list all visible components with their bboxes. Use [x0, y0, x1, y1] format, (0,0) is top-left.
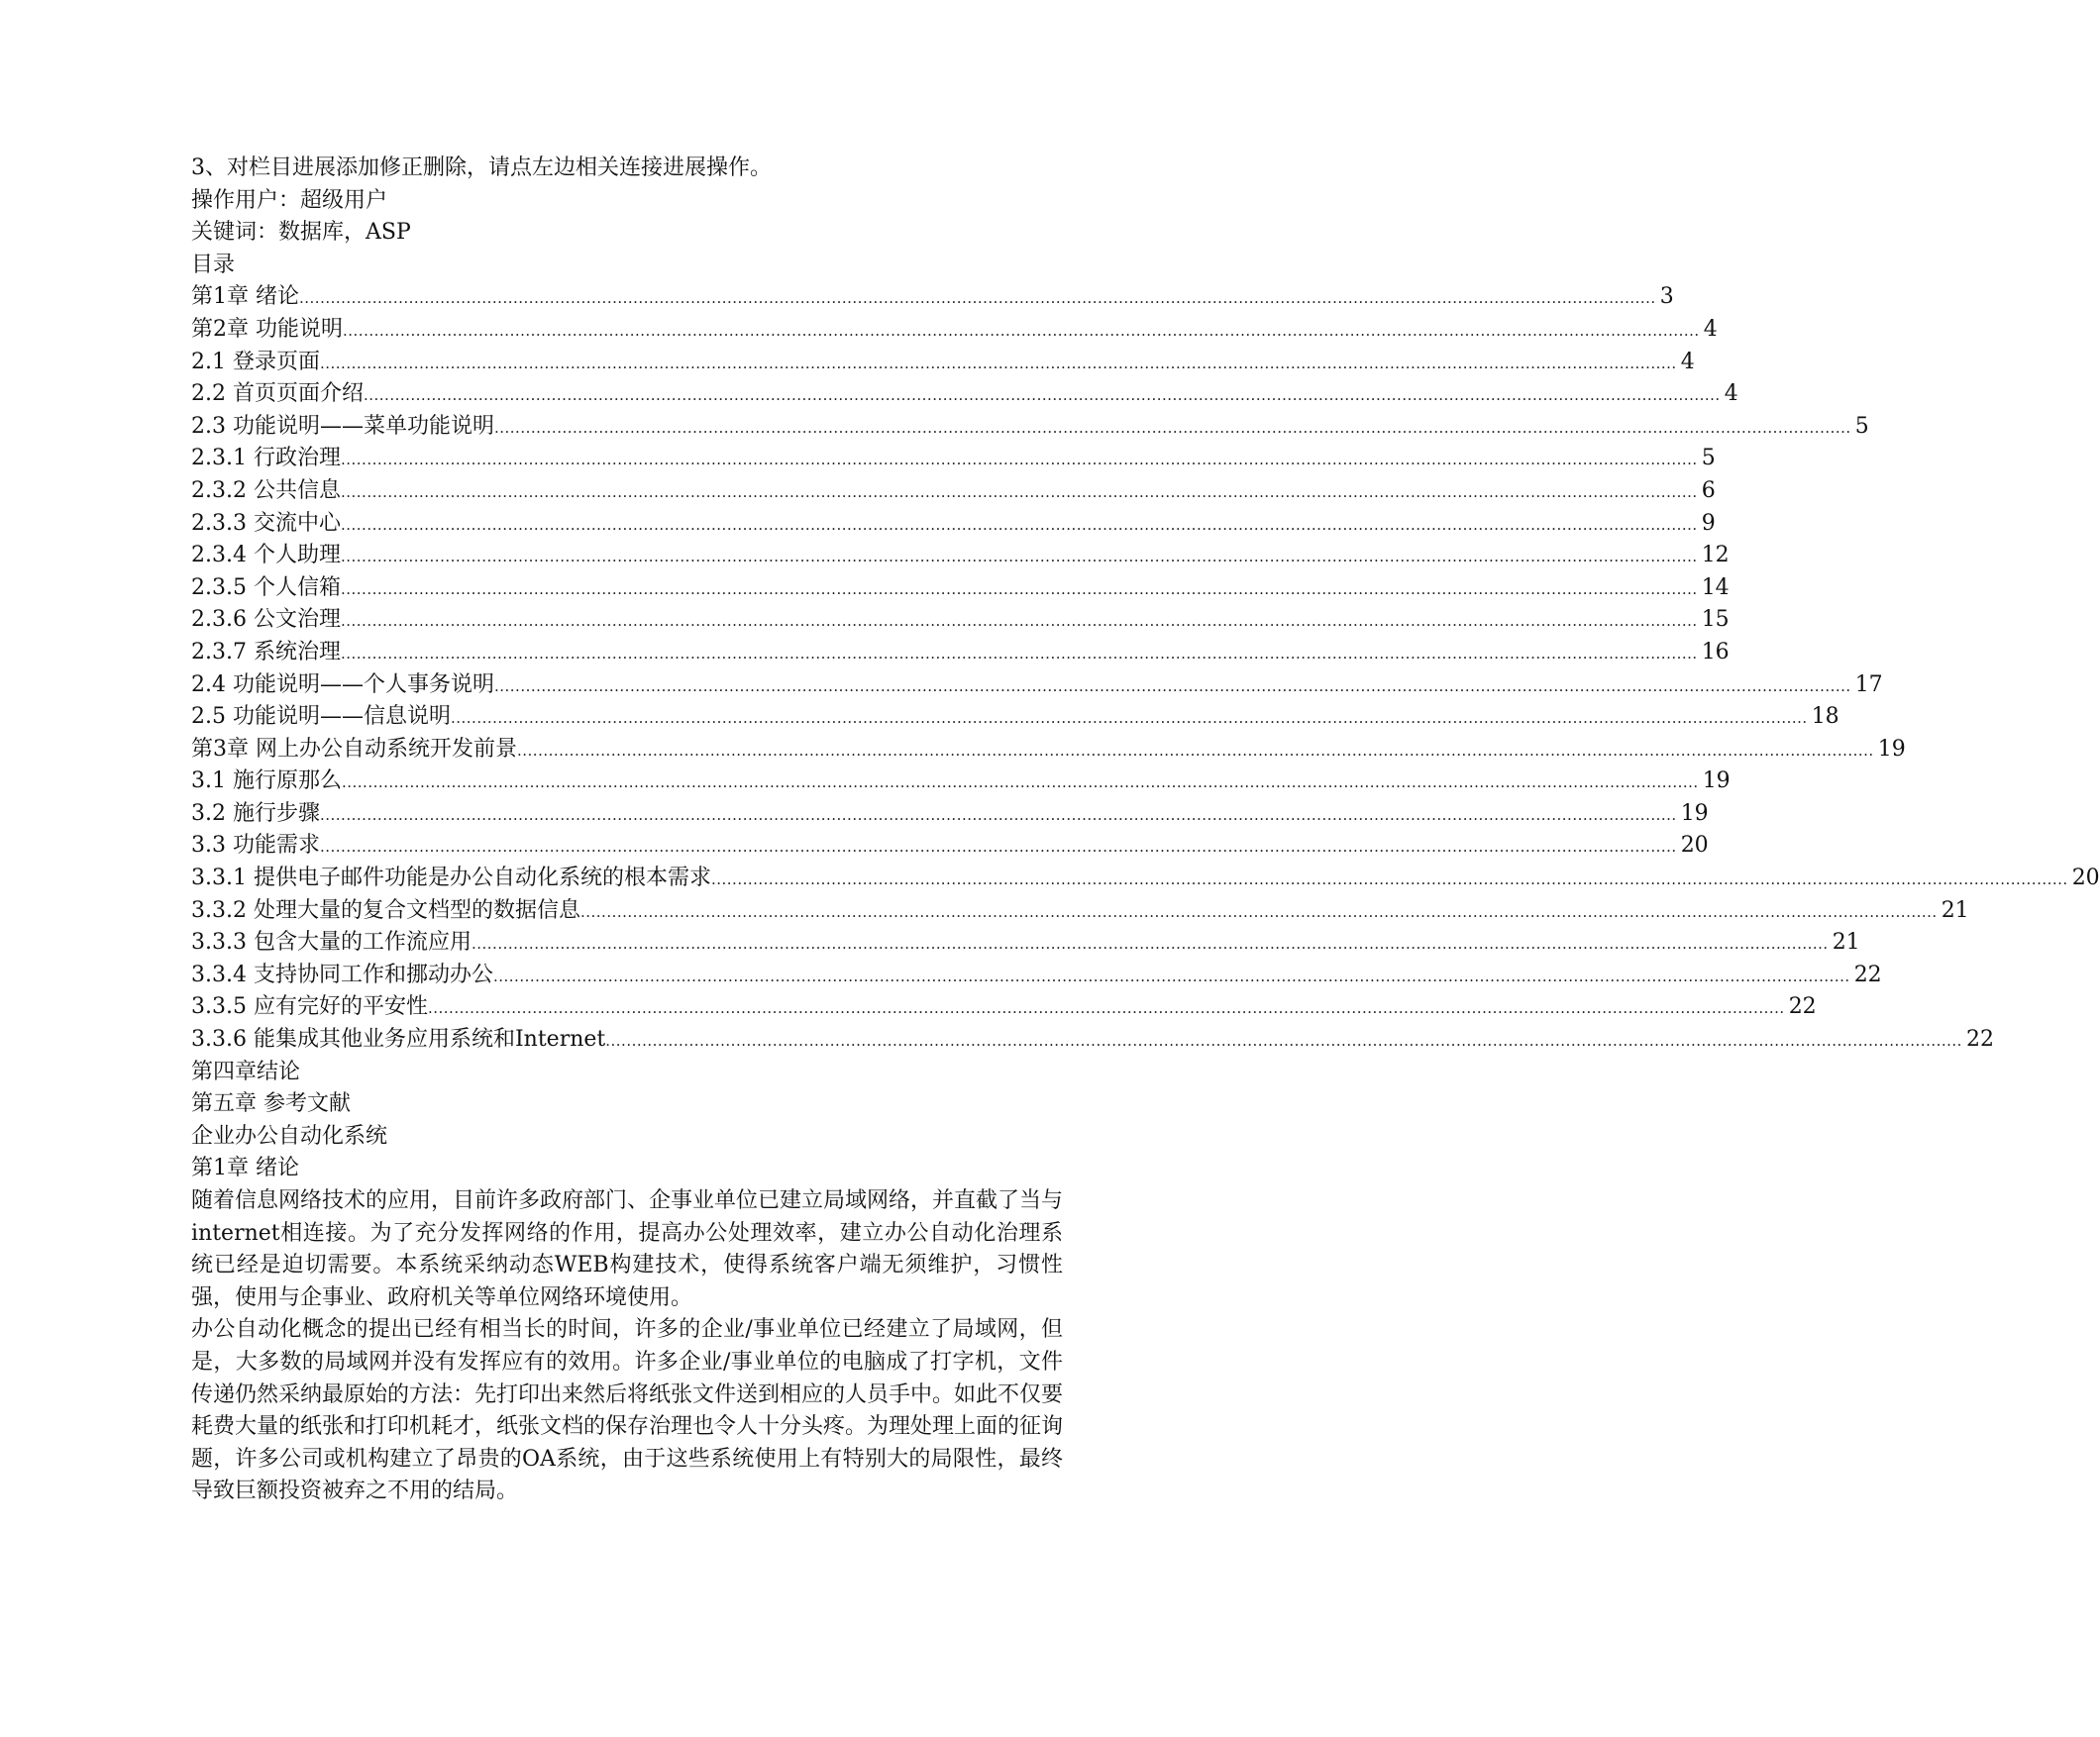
- toc-entry-title: 2.3.7 系统治理: [191, 639, 341, 664]
- toc-entry-title: 2.4 功能说明——个人事务说明: [191, 671, 494, 697]
- toc-entry-page: 22: [1788, 994, 1817, 1020]
- toc-entry-title: 2.2 首页页面介绍: [191, 381, 364, 407]
- toc-entry-title: 3.1 施行原那么: [191, 768, 342, 794]
- toc-leader-dots: ....................................................................................................................................................................................................................................................................: [340, 612, 1698, 631]
- operator-line: 操作用户：超级用户: [191, 187, 388, 213]
- toc-entry-page: 6: [1701, 477, 1716, 503]
- toc-entry: [191, 314, 1718, 347]
- toc-leader-dots: ....................................................................................................................................................................................................................................................................: [471, 935, 1829, 954]
- toc-leader-dots: ....................................................................................................................................................................................................................................................................: [427, 999, 1785, 1018]
- toc-entry: [191, 830, 1709, 863]
- toc-entry: [191, 572, 1730, 605]
- toc-leader-dots: ....................................................................................................................................................................................................................................................................: [340, 482, 1698, 501]
- toc-entry-page: 19: [1877, 736, 1906, 762]
- toc-leader-dots: ....................................................................................................................................................................................................................................................................: [363, 386, 1721, 405]
- toc-entry-page: 3: [1659, 284, 1674, 310]
- toc-entry: [191, 604, 1730, 637]
- toc-entry-page: 20: [1680, 833, 1709, 859]
- toc-entry-page: 22: [1853, 962, 1882, 987]
- toc-entry: [191, 378, 1738, 411]
- toc-entry-title: 2.3.3 交流中心: [191, 510, 341, 536]
- toc-leader-dots: ....................................................................................................................................................................................................................................................................: [341, 773, 1699, 792]
- toc-entry-page: 22: [1965, 1027, 1994, 1053]
- toc-entry-page: 12: [1701, 543, 1730, 568]
- toc-leader-dots: ....................................................................................................................................................................................................................................................................: [340, 644, 1698, 663]
- toc-entry: [191, 701, 1839, 734]
- toc-entry-page: 20: [2071, 866, 2100, 891]
- toc-entry-page: 5: [1701, 446, 1716, 471]
- toc-entry: [191, 540, 1730, 572]
- toc-entry-page: 17: [1854, 671, 1883, 697]
- toc-entry-page: 5: [1854, 413, 1869, 439]
- toc-entry-page: 4: [1703, 316, 1718, 342]
- toc-entry-title: 2.3.5 个人信箱: [191, 574, 341, 600]
- toc-entry: [191, 508, 1716, 541]
- toc-entry: [191, 960, 1882, 992]
- toc-leader-dots: ....................................................................................................................................................................................................................................................................: [340, 515, 1698, 534]
- toc-entry-title: 3.3 功能需求: [191, 833, 320, 859]
- document-page: [191, 153, 2100, 1508]
- toc-entry: [191, 443, 1716, 475]
- toc-leader-dots: ....................................................................................................................................................................................................................................................................: [340, 451, 1698, 469]
- toc-entry: [191, 475, 1716, 508]
- chapter-4-heading: 第四章结论: [191, 1059, 301, 1084]
- toc-entry: [191, 863, 2100, 895]
- toc-leader-dots: ....................................................................................................................................................................................................................................................................: [492, 967, 1850, 985]
- toc-entry-title: 2.3.2 公共信息: [191, 477, 341, 503]
- toc-entry-title: 2.3.6 公文治理: [191, 607, 341, 633]
- toc-entry-page: 21: [1832, 930, 1860, 956]
- toc-entry-page: 19: [1702, 768, 1731, 794]
- toc-entry-title: 2.1 登录页面: [191, 349, 320, 374]
- chapter-5-heading: 第五章 参考文献: [191, 1091, 351, 1117]
- chapter-1-heading: 第1章 绪论: [191, 1156, 299, 1181]
- toc-entry-title: 第2章 功能说明: [191, 316, 343, 342]
- toc-entry-title: 3.3.1 提供电子邮件功能是办公自动化系统的根本需求: [191, 866, 711, 891]
- intro-line-1: 3、对栏目进展添加修正删除，请点左边相关连接进展操作。: [191, 155, 772, 180]
- toc-entry: [191, 991, 1817, 1024]
- toc-entry: [191, 1024, 1994, 1057]
- toc-entry: [191, 766, 1731, 798]
- toc-entry-title: 2.5 功能说明——信息说明: [191, 704, 451, 730]
- toc-entry-title: 2.3.4 个人助理: [191, 543, 341, 568]
- toc-entry-title: 3.3.5 应有完好的平安性: [191, 994, 428, 1020]
- keywords-line: 关键词：数据库，ASP: [191, 220, 411, 246]
- toc-leader-dots: ....................................................................................................................................................................................................................................................................: [340, 579, 1698, 598]
- toc-entry-page: 4: [1724, 381, 1738, 407]
- toc-leader-dots: ....................................................................................................................................................................................................................................................................: [517, 741, 1874, 760]
- toc-leader-dots: ....................................................................................................................................................................................................................................................................: [343, 321, 1700, 340]
- toc-entry-page: 14: [1701, 574, 1730, 600]
- toc-entry-page: 15: [1701, 607, 1730, 633]
- toc-leader-dots: ....................................................................................................................................................................................................................................................................: [319, 805, 1677, 824]
- toc-entry: [191, 281, 1674, 314]
- toc-entry-page: 16: [1701, 639, 1730, 664]
- toc-leader-dots: ....................................................................................................................................................................................................................................................................: [493, 676, 1851, 695]
- body-paragraph-2: 办公自动化概念的提出已经有相当长的时间，许多的企业/事业单位已经建立了局域网，但是，大多数的局域网并没有发挥应有的效用。许多企业/事业单位的电脑成了打字机，文件传递仍然采纳最原始的方法：先打印出来然后将纸张文件送到相应的人员手中。如此不仅要耗费大量的纸张和打印机耗才，纸张文档的保存治理也令人十分头疼。为理处理上面的征询题，许多公司或机构建立了昂贵的OA系统，由于这些系统使用上有特别大的局限性，最终导致巨额投资被弃之不用的结局。: [191, 1317, 1064, 1504]
- toc-entry: [191, 669, 1883, 702]
- toc-entry-page: 9: [1701, 510, 1716, 536]
- toc-heading: 目录: [191, 252, 236, 277]
- toc-entry-title: 2.3.1 行政治理: [191, 446, 341, 471]
- table-of-contents: [191, 281, 2100, 1056]
- toc-leader-dots: ....................................................................................................................................................................................................................................................................: [319, 354, 1677, 372]
- toc-leader-dots: ....................................................................................................................................................................................................................................................................: [319, 838, 1677, 857]
- toc-entry: [191, 798, 1709, 831]
- toc-entry-title: 3.3.3 包含大量的工作流应用: [191, 930, 472, 956]
- toc-entry-title: 3.3.4 支持协同工作和挪动办公: [191, 962, 493, 987]
- toc-leader-dots: ....................................................................................................................................................................................................................................................................: [710, 870, 2068, 889]
- toc-entry-page: 4: [1680, 349, 1695, 374]
- toc-entry-title: 第1章 绪论: [191, 284, 299, 310]
- toc-entry-title: 3.2 施行步骤: [191, 800, 320, 826]
- toc-leader-dots: ....................................................................................................................................................................................................................................................................: [493, 418, 1851, 437]
- toc-entry: [191, 895, 1969, 928]
- toc-entry-title: 第3章 网上办公自动系统开发前景: [191, 736, 517, 762]
- toc-leader-dots: ....................................................................................................................................................................................................................................................................: [340, 548, 1698, 566]
- toc-entry-page: 19: [1680, 800, 1709, 826]
- toc-leader-dots: ....................................................................................................................................................................................................................................................................: [450, 709, 1808, 728]
- toc-entry: [191, 734, 1906, 766]
- toc-entry: [191, 637, 1730, 669]
- body-paragraph-1: 随着信息网络技术的应用，目前许多政府部门、企事业单位已建立局域网络，并直截了当与internet相连接。为了充分发挥网络的作用，提高办公处理效率，建立办公自动化治理系统已经是迫切需要。本系统采纳动态WEB构建技术，使得系统客户端无须维护，习惯性强，使用与企事业、政府机关等单位网络环境使用。: [191, 1188, 1064, 1310]
- toc-entry: [191, 347, 1695, 379]
- toc-entry-page: 21: [1941, 897, 1969, 923]
- toc-entry-title: 3.3.2 处理大量的复合文档型的数据信息: [191, 897, 580, 923]
- toc-entry-title: 2.3 功能说明——菜单功能说明: [191, 413, 494, 439]
- document-title: 企业办公自动化系统: [191, 1123, 388, 1149]
- toc-entry-title: 3.3.6 能集成其他业务应用系统和Internet: [191, 1027, 606, 1053]
- toc-entry: [191, 411, 1869, 444]
- toc-leader-dots: ....................................................................................................................................................................................................................................................................: [605, 1032, 1962, 1051]
- toc-leader-dots: ....................................................................................................................................................................................................................................................................: [579, 902, 1938, 921]
- toc-entry-page: 18: [1811, 704, 1839, 730]
- toc-entry: [191, 927, 1860, 960]
- toc-leader-dots: ....................................................................................................................................................................................................................................................................: [299, 289, 1656, 308]
